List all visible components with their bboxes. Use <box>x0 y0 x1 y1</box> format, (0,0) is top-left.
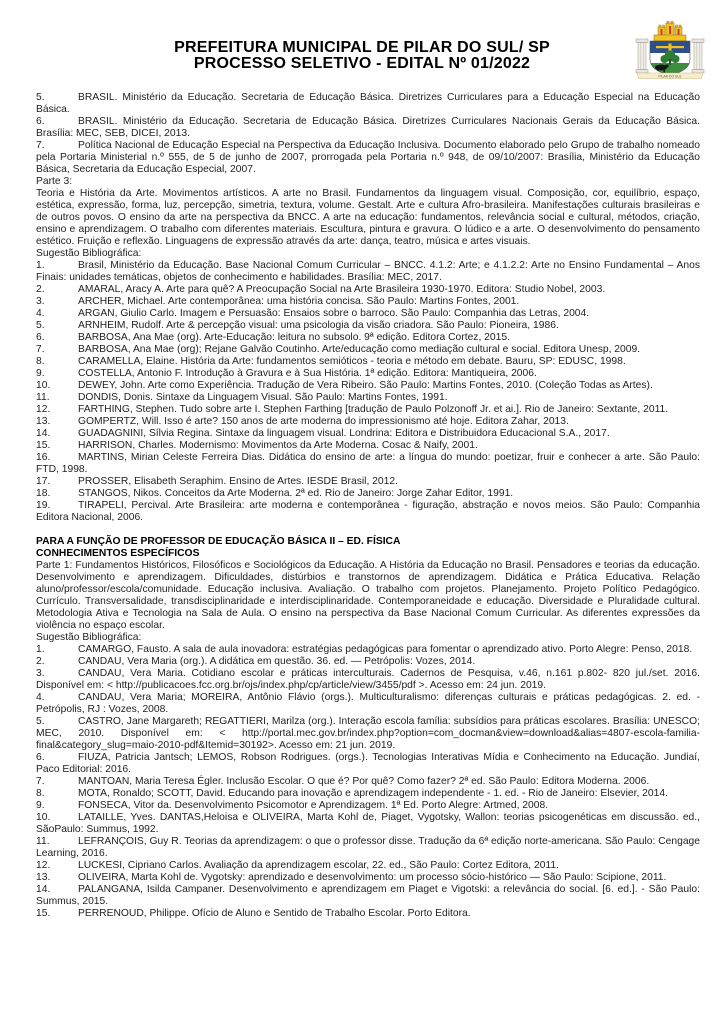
section-spacer <box>36 524 700 536</box>
bibliography-item: 4. CANDAU, Vera Maria; MOREIRA, Antônio Flávio (orgs.). Multiculturalismo: diferenças culturais e práticas pedagógicas. 2. ed. - Petrópolis, RJ : Vozes, 2008. <box>36 692 700 715</box>
document-body <box>36 92 700 920</box>
item-number: 4. <box>36 692 45 703</box>
bibliography-item: 6. BARBOSA, Ana Mae (org). Arte-Educação: leitura no subsolo. 9ª edição. Editora Cortez, 2015. <box>36 332 510 343</box>
body-paragraph: Teoria e História da Arte. Movimentos artísticos. A arte no Brasil. Fundamentos da linguagem visual. Composição, cor, equilíbrio, espaço, estética, expressão, forma, luz, percepção, simetria, textura, volume. Gestalt. Arte e cultura Afro-brasileira. Manifestações culturais brasileiras e de outros povos. O ensino da arte na perspectiva da BNCC. A arte na educação: fundamentos, relevância social e cultural, métodos, criação, ensino e aprendizagem. O trabalho com diferentes materiais. Escultura, pintura e gravura. O lúdico e a arte. O desenvolvimento do pensamento estético. Fruição e reflexão. Linguagens de expressão através da arte: dança, teatro, música e artes visuais. <box>36 188 700 247</box>
item-number: 6. <box>36 752 45 763</box>
bibliography-item: 19. TIRAPELI, Percival. Arte Brasileira: arte moderna e contemporânea - figuração, abstração e novos meios. São Paulo: Companhia Editora Nacional, 2006. <box>36 500 700 523</box>
item-number: 9. <box>36 368 45 379</box>
item-number: 14. <box>36 428 51 439</box>
bibliography-item: 17. PROSSER, Elisabeth Seraphim. Ensino de Artes. IESDE Brasil, 2012. <box>36 476 398 487</box>
bibliography-item: 8. MOTA, Ronaldo; SCOTT, David. Educando para inovação e aprendizagem independente - 1. ed. - Rio de Janeiro: Elsevier, 2014. <box>36 788 668 799</box>
body-paragraph: Parte 1: Fundamentos Históricos, Filosóficos e Sociológicos da Educação. A História da Educação no Brasil. Pensadores e teorias da educação. Desenvolvimento e aprendizagem. Dificuldades, distúrbios e transtornos de aprendizagem. Didática e Prática Educativa. Relação aluno/professor/escola/comunidade. Educação inclusiva. Avaliação. O trabalho com projetos. Planejamento. Projeto Político Pedagógico. Currículo. Transversalidade, transdisciplinaridade e interdisciplinaridade. Contemporaneidade e educação. Diversidade e Pluralidade cultural. Metodologia Ativa e Tecnologia na Sala de Aula. O ensino na perspectiva da Base Nacional Comum Curricular. As diferentes expressões da violência no espaço escolar. <box>36 560 700 631</box>
item-number: 3. <box>36 668 45 679</box>
ribbon-icon <box>637 73 703 79</box>
item-number: 14. <box>36 884 51 895</box>
bibliography-item: 1. Brasil, Ministério da Educação. Base Nacional Comum Curricular – BNCC. 4.1.2: Arte; e 4.1.2.2: Arte no Ensino Fundamental – Anos Finais: unidades temáticas, objetos de conhecimento e habilidades. Brasília: MEC, 2017. <box>36 260 700 283</box>
item-number: 5. <box>36 716 45 727</box>
bibliography-item: 9. FONSECA, Vitor da. Desenvolvimento Psicomotor e Aprendizagem. 1ª Ed. Porto Alegre: Artmed, 2008. <box>36 800 549 811</box>
body-paragraph: Sugestão Bibliográfica: <box>36 248 142 259</box>
item-number: 7. <box>36 776 45 787</box>
document-header <box>0 40 724 71</box>
item-number: 8. <box>36 356 45 367</box>
item-number: 11. <box>36 836 50 847</box>
body-paragraph: Sugestão Bibliográfica: <box>36 632 142 643</box>
item-number: 3. <box>36 296 45 307</box>
bibliography-item: 3. CANDAU, Vera Maria. Cotidiano escolar e práticas interculturais. Cadernos de Pesquisa, v.46, n.161 p.802- 820 jul./set. 2016. Disponível em: < http://publicacoes.fcc.org.br/ojs/index.php/cp/article/view/3455/pdf >. Acesso em: 24 jun. 2019. <box>36 668 700 691</box>
bibliography-item: 6. FIUZA, Patricia Jantsch; LEMOS, Robson Rodrigues. (orgs.). Tecnologias Interativas Mídia e Conhecimento na Educação. Jundiaí, Paco Editorial: 2016. <box>36 752 700 775</box>
bibliography-item: 11. LEFRANÇOIS, Guy R. Teorias da aprendizagem: o que o professor disse. Tradução da 6ª edição norte-americana. São Paulo: Cengage Learning, 2016. <box>36 836 700 859</box>
item-number: 12. <box>36 860 51 871</box>
bibliography-item: 12. LUCKESI, Cipriano Carlos. Avaliação da aprendizagem escolar, 22. ed., São Paulo: Cortez Editora, 2011. <box>36 860 559 871</box>
bibliography-item: 7. Política Nacional de Educação Especial na Perspectiva da Educação Inclusiva. Documento elaborado pelo Grupo de trabalho nomeado pela Portaria Ministerial n.º 555, de 5 de junho de 2007, prorrogada pela Portaria n.º 948, de 09/10/2007: Brasília, Ministério da Educação Básica, Secretaria da Educação Especial, 2007. <box>36 140 700 175</box>
bibliography-item: 18. STANGOS, Nikos. Conceitos da Arte Moderna. 2ª ed. Rio de Janeiro: Jorge Zahar Editor, 1991. <box>36 488 514 499</box>
bibliography-item: 4. ARGAN, Giulio Carlo. Imagem e Persuasão: Ensaios sobre o barroco. São Paulo: Companhia das Letras, 2004. <box>36 308 590 319</box>
ribbon-label: PILAR DO SUL <box>658 74 682 79</box>
bibliography-item: 6. BRASIL. Ministério da Educação. Secretaria de Educação Básica. Diretrizes Curriculares Nacionais Gerais da Educação Básica. Brasília: MEC, SEB, DICEI, 2013. <box>36 116 700 139</box>
column-right-icon <box>692 39 704 73</box>
item-number: 13. <box>36 416 51 427</box>
item-number: 6. <box>36 116 45 127</box>
bibliography-item: 15. HARRISON, Charles. Modernismo: Movimentos da Arte Moderna. Cosac & Naify, 2001. <box>36 440 478 451</box>
body-paragraph: Parte 3: <box>36 176 73 187</box>
item-number: 7. <box>36 344 45 355</box>
item-number: 4. <box>36 308 45 319</box>
bibliography-item: 5. ARNHEIM, Rudolf. Arte & percepção visual: uma psicologia da visão criadora. São Paulo: Pioneira, 1986. <box>36 320 559 331</box>
bibliography-item: 10. LATAILLE, Yves. DANTAS,Heloisa e OLIVEIRA, Marta Kohl de, Piaget, Vygotsky, Wallon: teorias psicogenéticas em discussão. ed., SãoPaulo: Summus, 1992. <box>36 812 700 835</box>
item-number: 17. <box>36 476 51 487</box>
bibliography-item: 8. CARAMELLA, Elaine. História da Arte: fundamentos semióticos - teoria e método em debate. Bauru, SP: EDUSC, 1998. <box>36 356 626 367</box>
bibliography-item: 5. BRASIL. Ministério da Educação. Secretaria de Educação Básica. Diretrizes Curriculares para a Educação Especial na Educação Básica. <box>36 92 700 115</box>
item-number: 19. <box>36 500 51 511</box>
bibliography-item: 16. MARTINS, Mirian Celeste Ferreira Dias. Didática do ensino de arte: a língua do mundo: poetizar, fruir e conhecer a arte. São Paulo: FTD, 1998. <box>36 452 700 475</box>
bibliography-item: 13. GOMPERTZ, Will. Isso é arte? 150 anos de arte moderna do impressionismo até hoje. Editora Zahar, 2013. <box>36 416 569 427</box>
bibliography-item: 13. OLIVEIRA, Marta Kohl de. Vygotsky: aprendizado e desenvolvimento: um processo sócio-histórico — São Paulo: Scipione, 2011. <box>36 872 667 883</box>
item-number: 8. <box>36 788 45 799</box>
item-number: 16. <box>36 452 51 463</box>
item-number: 10. <box>36 380 51 391</box>
column-left-icon <box>636 39 648 73</box>
shield-icon <box>650 41 690 77</box>
item-number: 15. <box>36 440 51 451</box>
municipal-coat-of-arms-icon <box>634 21 706 81</box>
item-number: 15. <box>36 908 51 919</box>
section-heading: PARA A FUNÇÃO DE PROFESSOR DE EDUCAÇÃO BÁSICA II – ED. FÍSICA <box>36 536 401 547</box>
item-number: 1. <box>36 644 45 655</box>
item-number: 5. <box>36 320 45 331</box>
bibliography-item: 12. FARTHING, Stephen. Tudo sobre arte I. Stephen Farthing [tradução de Paulo Polzonoff Jr. et ai.]. Rio de Janeiro: Sextante, 2011. <box>36 404 669 415</box>
item-number: 6. <box>36 332 45 343</box>
item-number: 13. <box>36 872 51 883</box>
bibliography-item: 14. PALANGANA, Isilda Campaner. Desenvolvimento e aprendizagem em Piaget e Vigotski: a relevância do social. [6. ed.]. - São Paulo: Summus, 2015. <box>36 884 700 907</box>
document-title-line2: PROCESSO SELETIVO - EDITAL Nº 01/2022 <box>193 54 531 72</box>
bibliography-item: 1. CAMARGO, Fausto. A sala de aula inovadora: estratégias pedagógicas para fomentar o aprendizado ativo. Porto Alegre: Penso, 2018. <box>36 644 693 655</box>
section-heading: CONHECIMENTOS ESPECÍFICOS <box>36 548 200 559</box>
item-number: 9. <box>36 800 45 811</box>
item-number: 5. <box>36 92 45 103</box>
bibliography-item: 7. BARBOSA, Ana Mae (org); Rejane Galvão Coutinho. Arte/educação como mediação cultural e social. Editora Unesp, 2009. <box>36 344 641 355</box>
bibliography-item: 15. PERRENOUD, Philippe. Ofício de Aluno e Sentido de Trabalho Escolar. Porto Editora. <box>36 908 471 919</box>
mural-crown-icon <box>654 21 686 41</box>
document-title-line1: PREFEITURA MUNICIPAL DE PILAR DO SUL/ SP <box>174 39 550 56</box>
item-number: 18. <box>36 488 51 499</box>
bibliography-item: 14. GUADAGNINI, Sílvia Regina. Sintaxe da linguagem visual. Londrina: Editora e Distribuidora Educacional S.A., 2017. <box>36 428 610 439</box>
item-number: 10. <box>36 812 51 823</box>
item-number: 7. <box>36 140 45 151</box>
bibliography-item: 9. COSTELLA, Antonio F. Introdução à Gravura e à Sua História. 1ª edição. Editora: Mantiqueira, 2006. <box>36 368 537 379</box>
item-number: 11. <box>36 392 50 403</box>
bibliography-item: 3. ARCHER, Michael. Arte contemporânea: uma história concisa. São Paulo: Martins Fontes, 2001. <box>36 296 520 307</box>
item-number: 1. <box>36 260 45 271</box>
bibliography-item: 10. DEWEY, John. Arte como Experiência. Tradução de Vera Ribeiro. São Paulo: Martins Fontes, 2010. (Coleção Todas as Artes). <box>36 380 653 391</box>
bibliography-item: 2. AMARAL, Aracy A. Arte para quê? A Preocupação Social na Arte Brasileira 1930-1970. Editora: Studio Nobel, 2003. <box>36 284 606 295</box>
bibliography-item: 11. DONDIS, Donis. Sintaxe da Linguagem Visual. São Paulo: Martins Fontes, 1991. <box>36 392 448 403</box>
item-number: 12. <box>36 404 51 415</box>
item-number: 2. <box>36 284 45 295</box>
bibliography-item: 7. MANTOAN, Maria Teresa Égler. Inclusão Escolar. O que é? Por quê? Como fazer? 2ª ed. São Paulo: Editora Moderna. 2006. <box>36 776 650 787</box>
bibliography-item: 2. CANDAU, Vera Maria (org.). A didática em questão. 36. ed. — Petrópolis: Vozes, 2014. <box>36 656 476 667</box>
bibliography-item: 5. CASTRO, Jane Margareth; REGATTIERI, Marilza (org.). Interação escola família: subsídios para práticas escolares. Brasília: UNESCO; MEC, 2010. Disponível em: < http://portal.mec.gov.br/index.php?option=com_docman&view=download&alias=4807-escola-familia-final&category_slug=maio-2010-pdf&Itemid=30192>. Acesso em: 21 jun. 2019. <box>36 716 700 751</box>
item-number: 2. <box>36 656 45 667</box>
